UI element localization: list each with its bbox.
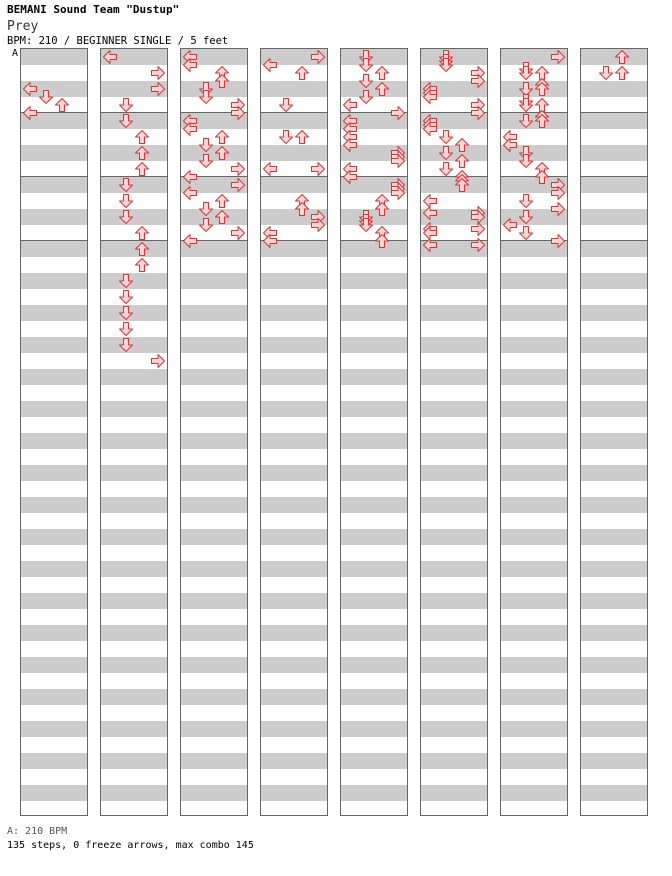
arrow-up-icon: [614, 65, 630, 81]
arrow-down-icon: [118, 113, 134, 129]
arrow-up-icon: [134, 257, 150, 273]
arrow-down-icon: [118, 305, 134, 321]
arrow-down-icon: [118, 193, 134, 209]
arrow-down-icon: [518, 65, 534, 81]
arrow-up-icon: [214, 129, 230, 145]
arrow-right-icon: [150, 353, 166, 369]
arrow-up-icon: [454, 177, 470, 193]
arrow-up-icon: [454, 137, 470, 153]
arrow-up-icon: [294, 129, 310, 145]
song-title: Prey: [7, 19, 39, 34]
arrow-left-icon: [182, 185, 198, 201]
arrow-up-icon: [614, 49, 630, 65]
arrow-right-icon: [390, 185, 406, 201]
arrow-right-icon: [550, 201, 566, 217]
arrow-left-icon: [22, 81, 38, 97]
measure-line: [581, 176, 647, 177]
arrow-down-icon: [118, 177, 134, 193]
measure-line: [21, 176, 87, 177]
arrow-left-icon: [182, 233, 198, 249]
chart-stats: 135 steps, 0 freeze arrows, max combo 145: [7, 840, 254, 851]
chart-column: [420, 48, 488, 816]
arrow-right-icon: [230, 161, 246, 177]
arrow-down-icon: [278, 129, 294, 145]
arrow-right-icon: [470, 105, 486, 121]
chart-column: [580, 48, 648, 816]
arrow-right-icon: [310, 161, 326, 177]
arrow-down-icon: [358, 89, 374, 105]
chart-column: [260, 48, 328, 816]
arrow-left-icon: [422, 205, 438, 221]
arrow-left-icon: [182, 169, 198, 185]
arrow-down-icon: [438, 57, 454, 73]
arrow-down-icon: [518, 193, 534, 209]
arrow-down-icon: [518, 113, 534, 129]
arrow-up-icon: [54, 97, 70, 113]
arrow-left-icon: [502, 137, 518, 153]
arrow-right-icon: [550, 185, 566, 201]
arrow-left-icon: [182, 57, 198, 73]
arrow-left-icon: [342, 169, 358, 185]
arrow-right-icon: [230, 105, 246, 121]
arrow-right-icon: [390, 153, 406, 169]
arrow-right-icon: [230, 177, 246, 193]
arrow-down-icon: [118, 209, 134, 225]
measure-line: [581, 240, 647, 241]
arrow-right-icon: [470, 73, 486, 89]
arrow-right-icon: [230, 225, 246, 241]
arrow-down-icon: [38, 89, 54, 105]
measure-line: [21, 240, 87, 241]
arrow-up-icon: [214, 145, 230, 161]
arrow-down-icon: [118, 273, 134, 289]
arrow-up-icon: [454, 153, 470, 169]
arrow-down-icon: [358, 73, 374, 89]
arrow-left-icon: [102, 49, 118, 65]
arrow-up-icon: [134, 241, 150, 257]
arrow-up-icon: [294, 201, 310, 217]
chart-column: [180, 48, 248, 816]
arrow-up-icon: [374, 201, 390, 217]
arrow-down-icon: [518, 153, 534, 169]
bpm-marker-label: A: [12, 48, 19, 59]
arrow-down-icon: [198, 217, 214, 233]
arrow-left-icon: [502, 217, 518, 233]
arrow-down-icon: [118, 289, 134, 305]
chart-column: [20, 48, 88, 816]
arrow-right-icon: [470, 237, 486, 253]
arrow-up-icon: [374, 233, 390, 249]
arrow-down-icon: [438, 161, 454, 177]
arrow-down-icon: [198, 201, 214, 217]
arrow-down-icon: [278, 97, 294, 113]
song-artist: BEMANI Sound Team "Dustup": [7, 3, 180, 16]
arrow-left-icon: [422, 121, 438, 137]
arrow-up-icon: [534, 169, 550, 185]
arrow-left-icon: [342, 137, 358, 153]
arrow-left-icon: [262, 161, 278, 177]
arrow-down-icon: [118, 321, 134, 337]
arrow-right-icon: [390, 105, 406, 121]
arrow-up-icon: [134, 145, 150, 161]
arrow-up-icon: [534, 81, 550, 97]
arrow-right-icon: [550, 49, 566, 65]
measure-line: [261, 112, 327, 113]
arrow-left-icon: [22, 105, 38, 121]
arrow-down-icon: [438, 145, 454, 161]
arrow-down-icon: [118, 337, 134, 353]
arrow-up-icon: [294, 65, 310, 81]
arrow-up-icon: [214, 73, 230, 89]
measure-line: [101, 112, 167, 113]
arrow-right-icon: [310, 217, 326, 233]
arrow-down-icon: [198, 89, 214, 105]
arrow-right-icon: [470, 221, 486, 237]
arrow-down-icon: [518, 225, 534, 241]
arrow-down-icon: [438, 129, 454, 145]
arrow-down-icon: [598, 65, 614, 81]
bpm-change-note: A: 210 BPM: [7, 826, 68, 837]
chart-column: [340, 48, 408, 816]
chart-column: [100, 48, 168, 816]
arrow-down-icon: [198, 137, 214, 153]
arrow-right-icon: [150, 65, 166, 81]
arrow-up-icon: [374, 81, 390, 97]
arrow-up-icon: [214, 193, 230, 209]
arrow-up-icon: [214, 209, 230, 225]
arrow-down-icon: [118, 97, 134, 113]
arrow-down-icon: [358, 217, 374, 233]
arrow-left-icon: [182, 121, 198, 137]
arrow-up-icon: [134, 129, 150, 145]
arrow-up-icon: [134, 225, 150, 241]
arrow-up-icon: [534, 113, 550, 129]
arrow-down-icon: [358, 57, 374, 73]
arrow-right-icon: [550, 233, 566, 249]
arrow-down-icon: [518, 97, 534, 113]
chart-column: [500, 48, 568, 816]
arrow-left-icon: [262, 233, 278, 249]
arrow-down-icon: [518, 209, 534, 225]
arrow-up-icon: [374, 65, 390, 81]
arrow-left-icon: [422, 237, 438, 253]
chart-info: BPM: 210 / BEGINNER SINGLE / 5 feet: [7, 35, 229, 47]
arrow-right-icon: [310, 49, 326, 65]
arrow-down-icon: [198, 153, 214, 169]
arrow-left-icon: [262, 57, 278, 73]
arrow-right-icon: [150, 81, 166, 97]
arrow-left-icon: [422, 89, 438, 105]
measure-line: [581, 112, 647, 113]
arrow-up-icon: [134, 161, 150, 177]
arrow-left-icon: [342, 97, 358, 113]
